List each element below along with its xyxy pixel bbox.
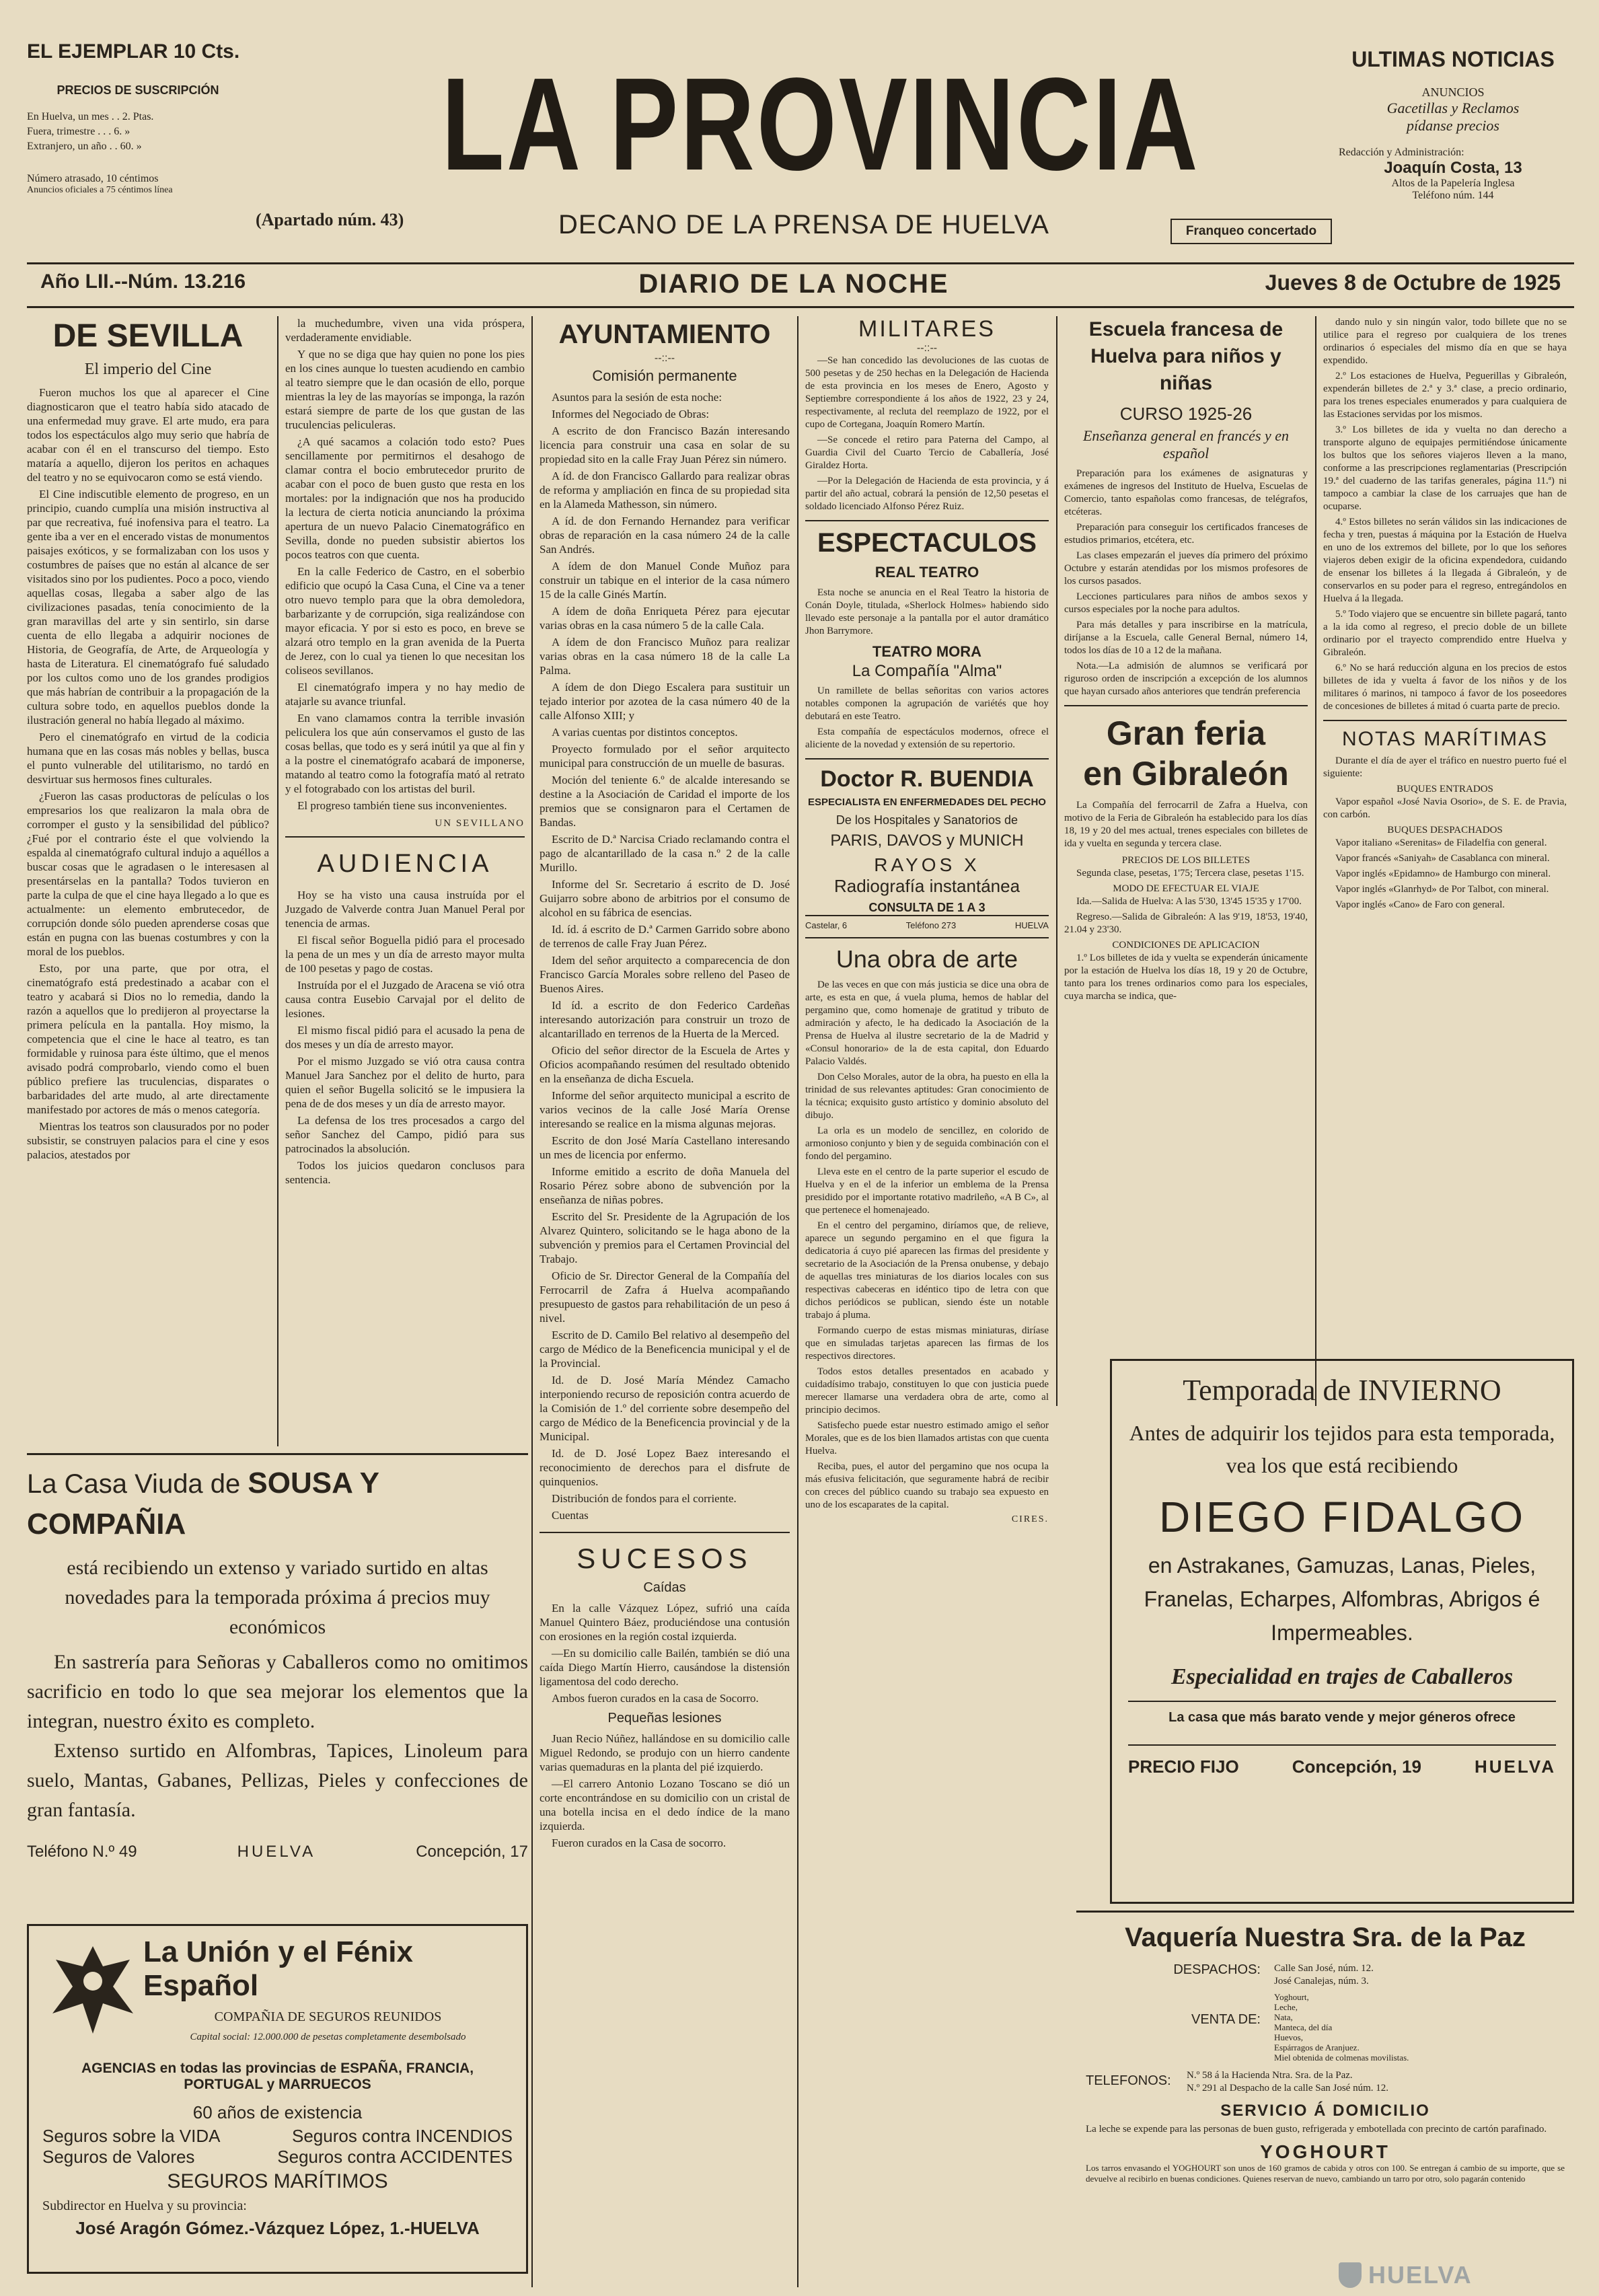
telefonos-row: TELEFONOS: N.º 58 á la Hacienda Ntra. Sra. de la Paz. N.º 291 al Despacho de la calle San José núm. 12.	[1086, 2070, 1388, 2094]
obra-arte-body: De las veces en que con más justicia se dice una obra de arte, es esta en que, á vuela pluma, hemos de hablar del pergamino que, como homenaje de gratitud y tributo de admiración y afecto, le ha dedicado la Asociación de la Prensa de Huelva al ilustre secretario de la de Madrid y «Consul honorario» de la de esta capital, don Eduardo Palacio Valdés. Don Celso Morales, autor de la obra, ha puesto en ella la trinidad de sus relevantes aptitudes: Gran conocimiento de la técnica; exquisito gusto artístico y dominio absoluto del dibujo. La orla es un modelo de sencillez, en colorido de armonioso conjunto y bien y de seguida combinación con el fondo del pergamino. Lleva este en el centro de la parte superior el escudo de Huelva y en el de la inferior un emblema de la Prensa presidido por el importante rotativo madrileño, «A B C», al que pertenece el homenajeado. En el centro del pergamino, diríamos que, de relieve, aparece un segundo pergamino en el que figura la dedicatoria á cuyo pié aparecen las firmas del presidente y secretario de la Asociación de la Prensa onubense, y debajo de aquellas tres miniaturas de los diarios locales con sus respectivas cabeceras en idéntico tipo de letra con que dichos periódicos se publican, siendo éste un notable trabajo á pluma. Formando cuerpo de estas mismas miniaturas, diríase que en simuladas tarjetas aparecen las firmas de los respectivos directores. Todos estos detalles presentados en acabado y cuidadísimo trabajo, constituyen lo que con justicia puede merecer llamarse una verdadera obra de arte, como al principio decimos. Satisfecho puede estar nuestro estimado amigo el señor Morales, que es de los bien llamados artistas con que cuenta Huelva. Reciba, pues, el autor del pergamino que nos ocupa la más efusiva felicitación, que seguramente habrá de recibir con creces del público cuando su trabajo sea expuesto en uno de los escaparates de la capital.	[805, 979, 1049, 1510]
price-label: EL EJEMPLAR 10 Cts.	[27, 40, 240, 63]
apartado: (Apartado núm. 43)	[256, 210, 404, 229]
lesiones-body: Juan Recio Núñez, hallándose en su domicilio calle Miguel Redondo, se produjo con un hierro candente varias quemaduras en la planta del pié izquierdo. —El carrero Antonio Lozano Toscano se dió un corte encontrándose en su domicilio con un cristal de una botella incisa en el dedo índice de la mano izquierda. Fueron curados en la Casa de socorro.	[540, 1732, 790, 1849]
sucesos-body: En la calle Vázquez López, sufrió una caída Manuel Quintero Báez, produciéndose una contusión con erosiones en la región costal izquierda. —En su domicilio calle Bailén, también se dió una caída Diego Martín Hierro, causándose la distensión ligamentosa del codo derecho. Ambos fueron curados en la casa de Socorro.	[540, 1602, 790, 1705]
obra-arte-title: Una obra de arte	[835, 945, 1018, 973]
divider	[1064, 705, 1308, 706]
de-sevilla-continued	[285, 316, 525, 1446]
divider	[805, 937, 1049, 938]
condiciones-body: dando nulo y sin ningún valor, todo billete que no se utilice para el regreso por cualquiera de los trenes ordinarios ó especiales del mismo día en que se haya expendido. 2.º Los estaciones de Huelva, Peguerillas y Gibraleón, expenderán billetes de 2.ª y 3.ª clase, a precio ordinario, para los trenes especiales enumerados y para cualquiera de las Estaciones servidas por los mismos. 3.º Los billetes de ida y vuelta no dan derecho a transporte alguno de equipajes permitiéndose únicamente los bultos que los señores viajeros lleven a la mano, conforme a las prescripciones reglamentarias (Prescripción 19.ª del cuaderno de las tarifas generales, página 11.ª) ni tampoco a cambiar la clase de los carruajes que han de ocuparse. 4.º Estos billetes no serán válidos sin las indicaciones de fecha y tren, puestas á máquina por la Estación de Huelva en uno de los extremos del billete, por lo que los señores viajeros deben exigir de la oficina expendedora, cuidando de ensenar los billetes á la llegada á Gibraleón, y de conservarlos en su poder para el regreso, entregándolos en Huelva á la llegada. 5.º Todo viajero que se encuentre sin billete pagará, tanto a la ida como al regreso, el precio doble de un billete ordinario por el trayecto comprendido entre Huelva y Gibraleón. 6.º No se hará reducción alguna en los precios de estos billetes de ida y vuelta á favor de los niños y de los militares ó marinos, ni tampoco á favor de los poseedores de concesiones de billetes á mitad ó cuarta parte de precio.	[1323, 317, 1567, 712]
article-signature: UN SEVILLANO	[435, 818, 525, 829]
militares-column: MILITARES --::-- —Se han concedido las devoluciones de las cuotas de 500 pesetas y de 250 hechas en la Delegación de Hacienda de esta provincia en los meses de Enero, Agosto y Septiembre correspondiente á los años de 1922, 23 y 24, respectivamente, al recluta del reemplazo de 1922, por el cupo de Cortegana, Joaquín Romero Martín. —Se concede el retiro para Paterna del Campo, al Guardia Civil del Cuarto Tercio de Caballería, José Giraldez Horta. —Por la Delegación de Hacienda de esta provincia, y á partir del año actual, cobrará la pensión de 12,50 pesetas el soldado licenciado Alfonso Pérez Ruiz. ESPECTACULOS REAL TEATRO Esta noche se anuncia en el Real Teatro la historia de Conán Doyle, titulada, «Sherlock Holmes» habiendo sido llevado este personaje a la pantalla por el autor dramático Jhon Barrymore. TEATRO MORA La Compañía "Alma" Un ramillete de bellas señoritas con varios actores notables componen la agrupación de variétés que hoy debutará en este Teatro. Esta compañía de espectáculos modernos, ofrece el aliciente de la novedad y extensión de su repertorio. Doctor R. BUENDIA ESPECIALISTA EN ENFERMEDADES DEL PECHO De los Hospitales y Sanatorios de PARIS, DAVOS y MUNICH RAYOS X Radiografía instantánea CONSULTA DE 1 A 3 Castelar, 6 Teléfono 273 HUELVA Una obra de arte De las veces en que con más justicia se dice una obra de arte, es esta en que, á vuela pluma, hemos de hablar del pergamino que, como homenaje de gratitud y tributo de admiración y afecto, le ha dedicado la Asociación de la Prensa de Huelva al ilustre secretario de la de Madrid y «Consul honorario» de la de esta capital, don Eduardo Palacio Valdés. Don Celso Morales, autor de la obra, ha puesto en ella la trinidad de sus relevantes aptitudes: Gran conocimiento de la técnica; exquisito gusto artístico y dominio absoluto del dibujo. La orla es un modelo de sencillez, en colorido de armonioso conjunto y bien y de seguida combinación con el fondo del pergamino. Lleva este en el centro de la parte superior el escudo de Huelva y en el de la inferior un emblema de la Prensa presidido por el importante rotativo madrileño, «A B C», al que pertenece el homenajeado. En el centro del pergamino, diríamos que, de relieve, aparece un segundo pergamino en el que figura la dedicatoria á cuyo pié aparecen las firmas del presidente y secretario de la Asociación de la Prensa onubense, y debajo de aquellas tres miniaturas de los diarios locales con sus respectivas cabeceras en idéntico tipo de letra con que dichos periódicos se publican, siendo éste un notable trabajo á pluma. Formando cuerpo de estas mismas miniaturas, diríase que en simuladas tarjetas aparecen las firmas de los respectivos directores. Todos estos detalles presentados en acabado y cuidadísimo trabajo, constituyen lo que con justicia puede merecer llamarse una verdadera obra de arte, como al principio decimos. Satisfecho puede estar nuestro estimado amigo el señor Morales, que es de los bien llamados artistas con que cuenta Huelva. Reciba, pues, el autor del pergamino que nos ocupa la más efusiva felicitación, que seguramente habrá de recibir con creces del público cuando su trabajo sea expuesto en uno de los escaparates de la capital. CIRES.	[805, 316, 1049, 1524]
article-body: Fueron muchos los que al aparecer el Cine diagnosticaron que el teatro había sido atacado de una enfermedad muy grave. El arte mudo, era para todos los espectáculos algo muy serio que habría de acabar con él en el transcurso del tiempo. Esto mataría a aquello, dijeron los peritos en achaques del teatro y no se equivocaron como se está viendo. El Cine indiscutible elemento de progreso, en un principio, cuando cumplía una misión instructiva al par que recreativa, fué inofensiva para el teatro. La gente iba a ver en el encerado vistas de monumentos paisajes exóticos, y se formalizaban con los usos y costumbres de países que no están al alcance de ser visitados sino por los pudientes. Poco a poco, viendo aquellas cosas, llegaba a saber algo de las civilizaciones pasadas, tenía conocimiento de la gran maravillas del arte y sin sentirlo, sin darse cuenta de ello llegaba a adquirir nociones de Historia, de Geografía, de Arte, de Arqueología y hasta de Literatura. El cinematógrafo fué saludado por los cultos como uno de los grandes prodigios que más habrían de contribuir a la propagación de la cultura sobre todo, en aquellos pueblos donde la ilustración general no había llegado al máximo. Pero el cinematógrafo en virtud de la codicia humana que en las cosas más nobles y bellas, busca el punto vulnerable del utilitarismo, no tardó en desvirtuar sus hermosos fines culturales. ¿Fueron las casas productoras de películas o los empresarios los que realizaron la mala obra de corromper el gusto y la sensibilidad del público? ¿Fué por el contrario éste el que volviendo la espalda al cinematógrafo cultural indujo a aquéllos a buscar cosas que le agradasen o le interesasen al presentárselas en la pantalla? Todos tuvieron en parte la culpa de que el cine haya llegado a lo que es actualmente: un elemento embrutecedor, de corrupción donde sólo pueden aprenderse cosas que están en pugna con las buenas costumbres y con la moral de los pueblos. Esto, por una parte, que por otra, el cinematógrafo está predestinado a acabar con el teatro y acabará si Dios no lo remedia, dando la razón a aquellos que lo predijeron al proyectarse la primera película en la pantalla. Hoy mismo, la competencia que el cine le hace al teatro, es tan formidable y ruinosa para éste último, que el menos avisado podrá comprobarlo, viendo como el buen público prefiere las truculencias, disparates o barbaridades del arte mudo, al arte directamente manifestado por actores de más o menos categoría. Mientras los teatros son clausurados por no poder subsistir, se construyen palacios para el cine y esos palacios, atestados por	[27, 386, 269, 1161]
de-sevilla-article	[27, 316, 269, 1446]
column-rule	[1315, 316, 1316, 1406]
union-seguros-row: Seguros de Valores Seguros contra ACCIDENTES	[42, 2147, 513, 2167]
escuela-column: Escuela francesa de Huelva para niños y niñas CURSO 1925-26 Enseñanza general en francés y en español Preparación para los exámenes de asignaturas y exámenes de ingresos del Instituto de Huelva, Escuelas de Comercio, tanto españolas como francesas, de telégrafos, etcéteras. Preparación para conseguir los certificados franceses de estudios primarios, etcétera, etc. Las clases empezarán el jueves día primero del próximo Octubre y estarán atendidas por los mismos profesores de los cursos pasados. Lecciones particulares para niños de ambos sexos y cursos especiales por la noche para adultos. Para más detalles y para inscribirse en la matrícula, diríjanse a la Escuela, calle General Bernal, número 14, todos los días de 10 a 12 de la mañana. Nota.—La admisión de alumnos se verificará por riguroso orden de inscripción a excepción de los alumnos que hayan cursado años anteriores que tendrán preferencia Gran feria en Gibraleón La Compañía del ferrocarril de Zafra a Huelva, con motivo de la Feria de Gibraleón ha establecido para los días 18, 19 y 20 del mes actual, trenes especiales con billetes de ida y vuelta en segunda y tercera clase. PRECIOS DE LOS BILLETES Segunda clase, pesetas, 1'75; Tercera clase, pesetas 1'15. MODO DE EFECTUAR EL VIAJE Ida.—Salida de Huelva: A las 5'30, 13'45 15'35 y 17'00. Regreso.—Salida de Gibraleón: A las 9'19, 18'53, 19'40, 21.04 y 23'30. CONDICIONES DE APLICACION 1.º Los billetes de ida y vuelta se expenderán únicamente por la estación de Huelva los días 18, 19 y 20 de Octubre, tanto para los trenes ordinarios como para los especiales, cuya marcha se indica, que-	[1064, 316, 1308, 1406]
sousa-advert: La Casa Viuda de SOUSA Y COMPAÑIA está recibiendo un extenso y variado surtido en altas novedades para la temporada próxima á precios muy económicos En sastrería para Señoras y Caballeros como no omitimos sacrificio en todo lo que sea mejorar los elementos que la integran, nuestro éxito es completo. Extenso surtido en Alfombras, Tapices, Linoleum para suelo, Mantas, Gabanes, Pellizas, Pieles y confecciones de gran fantasía. Teléfono N.º 49 HUELVA Concepción, 17	[27, 1463, 528, 1894]
teatro-mora-body: Un ramillete de bellas señoritas con varios actores notables componen la agrupación de variétés que hoy debutará en este Teatro. Esta compañía de espectáculos modernos, ofrece el aliciente de la novedad y extensión de su repertorio.	[805, 686, 1049, 750]
masthead-subtitle: DECANO DE LA PRENSA DE HUELVA	[558, 210, 1049, 239]
notas-intro: Durante el día de ayer el tráfico en nuestro puerto fué el siguiente:	[1323, 755, 1567, 779]
ayuntamiento-title: AYUNTAMIENTO	[558, 320, 771, 349]
comision-subtitle: Comisión permanente	[592, 367, 737, 384]
divider	[285, 836, 525, 838]
franqueo-box: Franqueo concertado	[1170, 219, 1332, 244]
sousa-title: La Casa Viuda de SOUSA Y COMPAÑIA	[27, 1467, 379, 1541]
masthead-title: LA PROVINCIA	[441, 50, 1200, 198]
telefonos-list: N.º 58 á la Hacienda Ntra. Sra. de la Paz. N.º 291 al Despacho de la calle San José núm. 12.	[1187, 2070, 1388, 2094]
column-rule	[797, 316, 798, 2287]
sousa-contact: Teléfono N.º 49 HUELVA Concepción, 17	[27, 1843, 528, 1861]
real-teatro-body: Esta noche se anuncia en el Real Teatro la historia de Conán Doyle, titulada, «Sherlock Holmes» habiendo sido llevado este personaje a la pantalla por el autor dramático Jhon Barrymore.	[805, 587, 1049, 636]
shield-icon	[1339, 2262, 1362, 2288]
issue-date: Jueves 8 de Octubre de 1925	[1265, 270, 1561, 295]
article-subtitle: El imperio del Cine	[84, 361, 212, 378]
column-rule	[1056, 316, 1057, 1406]
escuela-title: Escuela francesa de Huelva para niños y niñas	[1088, 318, 1284, 394]
union-seguros-row: Seguros sobre la VIDA Seguros contra INCENDIOS	[42, 2126, 513, 2146]
militares-body: —Se han concedido las devoluciones de las cuotas de 500 pesetas y de 250 hechas en la Delegación de Hacienda de esta provincia en los meses de Enero, Agosto y Septiembre correspondiente á los años de 1922, 23 y 24, respectivamente, al recluta del reemplazo de 1922, por el cupo de Cortegana, Joaquín Romero Martín. —Se concede el retiro para Paterna del Campo, al Guardia Civil del Cuarto Tercio de Caballería, José Giraldez Horta. —Por la Delegación de Hacienda de esta provincia, y á partir del año actual, cobrará la pensión de 12,50 pesetas el soldado licenciado Alfonso Pérez Ruiz.	[805, 355, 1049, 512]
divider	[805, 758, 1049, 760]
buques-entrados: Vapor español «José Navia Osorio», de S. E. de Pravia, con carbón.	[1323, 797, 1567, 820]
buques-despachados: Vapor italiano «Serenitas» de Filadelfia con general. Vapor francés «Saniyah» de Casablanca con mineral. Vapor inglés «Epidamno» de Hamburgo con mineral. Vapor inglés «Glanrhyd» de Por Talbot, con mineral. Vapor inglés «Cano» de Faro con general.	[1335, 838, 1551, 910]
venta-list: Yoghourt, Leche, Nata, Manteca, del día Huevos, Espárragos de Aranjuez. Miel obtenida de colmenas movilistas.	[1274, 1992, 1409, 2063]
archive-watermark-logo: HUELVA	[1339, 2260, 1567, 2290]
feria-body: La Compañía del ferrocarril de Zafra a Huelva, con motivo de la Feria de Gibraleón ha establecido para los días 18, 19 y 20 del mes actual, trenes especiales con billetes de ida y vuelta en segunda y tercera clase.	[1064, 800, 1308, 849]
escuela-body: Preparación para los exámenes de asignaturas y exámenes de ingresos del Instituto de Huelva, Escuelas de Comercio, tanto españolas como francesas, de telégrafos, etcéteras. Preparación para conseguir los certificados franceses de estudios primarios, etcétera, etc. Las clases empezarán el jueves día primero del próximo Octubre y estarán atendidas por los mismos profesores de los cursos pasados. Lecciones particulares para niños de ambos sexos y cursos especiales por la noche para adultos. Para más detalles y para inscribirse en la matrícula, diríjanse a la Escuela, calle General Bernal, número 14, todos los días de 10 a 12 de la mañana. Nota.—La admisión de alumnos se verificará por riguroso orden de inscripción a excepción de los alumnos que hayan cursado años anteriores que tendrán preferencia	[1064, 468, 1308, 697]
article-title: DE SEVILLA	[52, 318, 244, 354]
masthead-rule-bottom	[27, 306, 1574, 308]
subscription-lines: En Huelva, un mes . . 2. Ptas. Fuera, trimestre . . . 6. » Extranjero, un año . . 60. »	[27, 111, 154, 152]
despachos-row: DESPACHOS: Calle San José, núm. 12. José Canalejas, núm. 3.	[1173, 1962, 1374, 1987]
union-title: La Unión y el Fénix Español	[143, 1935, 413, 2002]
audiencia-body: Hoy se ha visto una causa instruída por el Juzgado de Valverde contra Juan Manuel Peral por tenencia de armas. El fiscal señor Boguella pidió para el procesado la pena de un mes y un día de arresto mayor multa de 100 pesetas y pago de costas. Instruída por el el Juzgado de Aracena se vió otra causa contra Eusebio Carvajal por el delito de lesiones. El mismo fiscal pidió para el acusado la pena de dos meses y un día de arresto mayor. Por el mismo Juzgado se vió otra causa contra Manuel Jara Sanchez por el delito de hurto, para quien el señor Bugella solicitó se le impusiera la pena de de dos meses y un día de arresto mayor. La defensa de los tres procesados a cargo del señor Sanchez del Campo, pidió para sus patrocinados la absolución. Todos los juicios quedaron conclusos para sentencia.	[285, 889, 525, 1186]
column-rule	[277, 316, 278, 1446]
precios-text: Segunda clase, pesetas, 1'75; Tercera clase, pesetas 1'15.	[1076, 868, 1304, 879]
back-issue: Número atrasado, 10 céntimos	[27, 173, 159, 184]
subscription-title: PRECIOS DE SUSCRIPCIÓN	[57, 83, 219, 97]
divider	[1323, 720, 1567, 721]
divider	[805, 520, 1049, 521]
sucesos-title: SUCESOS	[577, 1543, 753, 1574]
column-rule	[531, 316, 533, 2287]
feria-continued-column: dando nulo y sin ningún valor, todo billete que no se utilice para el regreso por cualquiera de los trenes ordinarios ó especiales del mismo día en que se haya expendido. 2.º Los estaciones de Huelva, Peguerillas y Gibraleón, expenderán billetes de 2.ª y 3.ª clase, a precio ordinario, para los trenes especiales enumerados y para cualquiera de las Estaciones servidas por los mismos. 3.º Los billetes de ida y vuelta no dan derecho a transporte alguno de equipajes permitiéndose únicamente los bultos que los señores viajeros lleven a la mano, conforme a las prescripciones reglamentarias (Prescripción 19.ª del cuaderno de las tarifas generales, página 11.ª) ni tampoco a cambiar la clase de los carruajes que han de ocuparse. 4.º Estos billetes no serán válidos sin las indicaciones de fecha y tren, puestas á máquina por la Estación de Huelva en uno de los extremos del billete, por lo que los señores viajeros deben exigir de la oficina expendedora, cuidando de ensenar los billetes á la llegada á Gibraleón, y de conservarlos en su poder para el regreso, entregándolos en Huelva á la llegada. 5.º Todo viajero que se encuentre sin billete pagará, tanto a la ida como al regreso, el precio doble de un billete ordinario por el trayecto comprendido entre Huelva y Gibraleón. 6.º No se hará reducción alguna en los precios de estos billetes de ida y vuelta á favor de los niños y de los militares ó marinos, ni tampoco á favor de los poseedores de concesiones de billetes á mitad ó cuarta parte de precio. NOTAS MARÍTIMAS Durante el día de ayer el tráfico en nuestro puerto fué el siguiente: BUQUES ENTRADOS Vapor español «José Navia Osorio», de S. E. de Pravia, con carbón. BUQUES DESPACHADOS Vapor italiano «Serenitas» de Filadelfia con general. Vapor francés «Saniyah» de Casablanca con mineral. Vapor inglés «Epidamno» de Hamburgo con mineral. Vapor inglés «Glanrhyd» de Por Talbot, con mineral. Vapor inglés «Cano» de Faro con general.	[1323, 317, 1567, 910]
masthead-right: ULTIMAS NOTICIAS ANUNCIOS Gacetillas y Reclamos pídanse precios Redacción y Administración: Joaquín Costa, 13 Altos de la Papelería Inglesa Teléfono núm. 144	[1339, 47, 1567, 262]
divider	[1076, 1911, 1574, 1913]
condiciones-text: 1.º Los billetes de ida y vuelta se expenderán únicamente por la estación de Huelva los días 18, 19 y 20 de Octubre, tanto para los trenes ordinarios como para los especiales, cuya marcha se indica, que-	[1064, 953, 1308, 1002]
doctor-contact: Castelar, 6 Teléfono 273 HUELVA	[805, 920, 1049, 930]
phoenix-emblem-icon	[49, 1939, 137, 2040]
union-fenix-advert: La Unión y el Fénix Español COMPAÑIA DE SEGUROS REUNIDOS Capital social: 12.000.000 de pesetas completamente desembolsado AGENCIAS en todas las provincias de ESPAÑA, FRANCIA, PORTUGAL y MARRUECOS 60 años de existencia Seguros sobre la VIDA Seguros contra INCENDIOS Seguros de Valores Seguros contra ACCIDENTES SEGUROS MARÍTIMOS Subdirector en Huelva y su provincia: José Aragón Gómez.-Vázquez López, 1.-HUELVA	[27, 1924, 528, 2274]
article-body: la muchedumbre, viven una vida próspera, verdaderamente envidiable. Y que no se diga que hay quien no pone los pies en los cines aunque lo tuesten acudiendo en cambio al teatro siempre que le dan ocasión de ello, porque mientras la ley de las mayorías se imponga, la razón estará siempre de parte de los que gustan de las truculencias peliculeras. ¿A qué sacamos a colación todo esto? Pues sencillamente por permitirnos el desahogo de clamar contra el bocio embrutecedor prurito de acabar con el poco de buen gusto que resta en los mortales: por la indignación que nos ha producido la lectura de cierta noticia anunciando la próxima apertura de un nuevo Palacio Cinematográfico en Sevilla, donde no pueden subsistir abiertos los pocos teatros con que cuenta. En la calle Federico de Castro, en el soberbio edificio que ocupó la Casa Cuna, el Cine va a tener otro nuevo templo para que la obra demoledora, barbarizante y de corrupción, siga realizándose con mayor eficacia. Y por si esto es poco, en breve se alzará otro templo en la gran avenida de la Puerta de Jerez, con lo cual ya tienen lo que necesitan los coliseos sevillanos. El cinematógrafo impera y no hay medio de atajarle su avance triunfal. En vano clamamos contra la terrible invasión peliculera los que aún conservamos el gusto de las cosas bellas, que todo es y será inútil ya que al fin y a la postre el cinematógrafo acabará de imponerse, matando al teatro como la fotografía mató al retrato y el fotograbado con los artistas del buril. El progreso también tiene sus inconvenientes.	[285, 317, 525, 812]
ultimas-noticias: ULTIMAS NOTICIAS	[1351, 47, 1555, 71]
doctor-advert: Doctor R. BUENDIA ESPECIALISTA EN ENFERMEDADES DEL PECHO De los Hospitales y Sanatorios de PARIS, DAVOS y MUNICH RAYOS X Radiografía instantánea CONSULTA DE 1 A 3 Castelar, 6 Teléfono 273 HUELVA	[805, 766, 1049, 930]
militares-title: MILITARES	[858, 316, 996, 342]
fidalgo-contact: PRECIO FIJO Concepción, 19 HUELVA	[1128, 1744, 1556, 1777]
masthead-left	[27, 40, 249, 242]
ayuntamiento-column: AYUNTAMIENTO --::-- Comisión permanente Asuntos para la sesión de esta noche: Informes del Negociado de Obras: A escrito de don Francisco Bazán interesando licencia para construir una casa en solar de su propiedad sito en la calle Fray Juan Pérez sin número. A íd. de don Francisco Gallardo para realizar obras de reforma y ampliación en finca de su propiedad sita en la Alameda Mathesson, sin número. A íd. de don Fernando Hernandez para verificar obras de reparación en la casa número 24 de la calle San Andrés. A ídem de don Manuel Conde Muñoz para construir un tabique en el interior de la casa número 15 de la calle Ginés Martín. A ídem de doña Enriqueta Pérez para ejecutar varias obras en la casa número 5 de la calle Cala. A ídem de don Francisco Muñoz para realizar varias obras en la casa número 18 de la calle La Palma. A ídem de don Diego Escalera para sustituir un tejado interior por azotea de la casa número 40 de la calle Alfonso XIII; y A varias cuentas por distintos conceptos. Proyecto formulado por el señor arquitecto municipal para construcción de un muelle de basuras. Moción del teniente 6.º de alcalde interesando se destine a la Asociación de Caridad el importe de los premios que se consignaron para el Certamen de Bandas. Escrito de D.ª Narcisa Criado reclamando contra el pago de alcantarillado de la casa n.º 2 de la calle Murillo. Informe del Sr. Secretario á escrito de D. José Guijarro sobre abono de arbitrios por el consumo de alcohol en su fábrica de esencias. Id. íd. á escrito de D.ª Carmen Garrido sobre abono de terrenos de calle Fray Juan Pérez. Idem del señor arquitecto a comparecencia de don Francisco García Morales sobre relleno del Paseo de Buenos Aires. Id íd. a escrito de don Federico Cardeñas interesando autorización para construir un trozo de alcantarillado en terrenos de la Huerta de la Merced. Oficio del señor director de la Escuela de Artes y Oficios acompañando resúmen del resultado obtenido en la enseñanza de dicha Escuela. Informe del señor arquitecto municipal a escrito de varios vecinos de la calle José María Orense interesando se realice en la misma algunas mejoras. Escrito de don José María Castellano interesando un mes de licencia por enfermo. Informe emitido a escrito de doña Manuela del Rosario Pérez sobre abono de subvención por la enseñanza de niñas pobres. Escrito del Sr. Presidente de la Agrupación de los Alvarez Quintero, solicitando se le haga abono de la subvención y premios para el Certamen Provincial del Trabajo. Oficio de Sr. Director General de la Compañía del Ferrocarril de Zafra á Huelva acompañando presupuesto de gastos para rehabilitación de un peso á nivel. Escrito de D. Camilo Bel relativo al desempeño del cargo de Médico de la Beneficencia municipal y el de la Provincial. Id. de D. José María Méndez Camacho interponiendo recurso de reposición contra acuerdo de la Comisión de 1.º del corriente sobre desempeño del cargo de Médico de la Beneficencia provincial y de la Municipal. Id. de D. José Lopez Baez interesando el reconocimiento de derechos para el disfrute de quinquenios. Distribución de fondos para el corriente. Cuentas SUCESOS Caídas En la calle Vázquez López, sufrió una caída Manuel Quintero Báez, produciéndose una contusión con erosiones en la región costal izquierda. —En su domicilio calle Bailén, también se dió una caída Diego Martín Hierro, causándose la distensión ligamentosa del codo derecho. Ambos fueron curados en la casa de Socorro. Pequeñas lesiones Juan Recio Núñez, hallándose en su domicilio calle Miguel Redondo, se produjo con un hierro candente varias quemaduras en la planta del pié izquierdo. —El carrero Antonio Lozano Toscano se dió un corte encontrándose en su domicilio con un cristal de una botella incisa en el dedo índice de la mano izquierda. Fueron curados en la Casa de socorro.	[540, 316, 790, 2287]
despachos-list: Calle San José, núm. 12. José Canalejas, núm. 3.	[1274, 1963, 1374, 1987]
divider	[27, 1453, 528, 1455]
espectaculos-title: ESPECTACULOS	[817, 528, 1037, 558]
divider	[540, 1532, 790, 1533]
ads-price: Anuncios oficiales a 75 céntimos línea	[27, 185, 173, 195]
diario-de-la-noche: DIARIO DE LA NOCHE	[638, 269, 949, 299]
vaqueria-advert: Vaquería Nuestra Sra. de la Paz DESPACHOS: Calle San José, núm. 12. José Canalejas, núm. 3. VENTA DE: Yoghourt, Leche, Nata, Manteca, del día Huevos, Espárragos de Aranjuez. Miel obtenida de colmenas movilistas. TELEFONOS: N.º 58 á la Hacienda Ntra. Sra. de la Paz. N.º 291 al Despacho de la calle San José núm. 12. SERVICIO Á DOMICILIO La leche se expende para las personas de buen gusto, refrigerada y embotellada con precinto de cartón parafinado. YOGHOURT Los tarros envasando el YOGHOURT son unos de 160 gramos de cabida y otros con 100. Se entregan á cambio de su importe, que se devuelve al recibirlo en buenas condiciones. Quienes reservan de nuevo, cambiando un tarro por otro, solo pagarán contenido	[1086, 1923, 1565, 2184]
feria-title: Gran feria en Gibraleón	[1083, 714, 1289, 792]
issue-number: Año LII.--Núm. 13.216	[40, 270, 246, 293]
ayuntamiento-body: Asuntos para la sesión de esta noche: Informes del Negociado de Obras: A escrito de don Francisco Bazán interesando licencia para construir una casa en solar de su propiedad sito en la calle Fray Juan Pérez sin número. A íd. de don Francisco Gallardo para realizar obras de reforma y ampliación en finca de su propiedad sita en la Alameda Mathesson, sin número. A íd. de don Fernando Hernandez para verificar obras de reparación en la casa número 24 de la calle San Andrés. A ídem de don Manuel Conde Muñoz para construir un tabique en el interior de la casa número 15 de la calle Ginés Martín. A ídem de doña Enriqueta Pérez para ejecutar varias obras en la casa número 5 de la calle Cala. A ídem de don Francisco Muñoz para realizar varias obras en la casa número 18 de la calle La Palma. A ídem de don Diego Escalera para sustituir un tejado interior por azotea de la casa número 40 de la calle Alfonso XIII; y A varias cuentas por distintos conceptos. Proyecto formulado por el señor arquitecto municipal para construcción de un muelle de basuras. Moción del teniente 6.º de alcalde interesando se destine a la Asociación de Caridad el importe de los premios que se consignaron para el Certamen de Bandas. Escrito de D.ª Narcisa Criado reclamando contra el pago de alcantarillado de la casa n.º 2 de la calle Murillo. Informe del Sr. Secretario á escrito de D. José Guijarro sobre abono de arbitrios por el consumo de alcohol en su fábrica de esencias. Id. íd. á escrito de D.ª Carmen Garrido sobre abono de terrenos de calle Fray Juan Pérez. Idem del señor arquitecto a comparecencia de don Francisco García Morales sobre relleno del Paseo de Buenos Aires. Id íd. a escrito de don Federico Cardeñas interesando autorización para construir un trozo de alcantarillado en terrenos de la Huerta de la Merced. Oficio del señor director de la Escuela de Artes y Oficios acompañando resúmen del resultado obtenido en la enseñanza de dicha Escuela. Informe del señor arquitecto municipal a escrito de varios vecinos de la calle José María Orense interesando se realice en la misma algunas mejoras. Escrito de don José María Castellano interesando un mes de licencia por enfermo. Informe emitido a escrito de doña Manuela del Rosario Pérez sobre abono de subvención por la enseñanza de niñas pobres. Escrito del Sr. Presidente de la Agrupación de los Alvarez Quintero, solicitando se le haga abono de la subvención y premios para el Certamen Provincial del Trabajo. Oficio de Sr. Director General de la Compañía del Ferrocarril de Zafra á Huelva acompañando presupuesto de gastos para rehabilitación de un peso á nivel. Escrito de D. Camilo Bel relativo al desempeño del cargo de Médico de la Beneficencia municipal y el de la Provincial. Id. de D. José María Méndez Camacho interponiendo recurso de reposición contra acuerdo de la Comisión de 1.º del corriente sobre desempeño del cargo de Médico de la Beneficencia provincial y de la Municipal. Id. de D. José Lopez Baez interesando el reconocimiento de derechos para el disfrute de quinquenios. Distribución de fondos para el corriente. Cuentas	[540, 391, 790, 1522]
horarios-text: Ida.—Salida de Huelva: A las 5'30, 13'45 15'35 y 17'00. Regreso.—Salida de Gibraleón: A las 9'19, 18'53, 19'40, 21.04 y 23'30.	[1064, 896, 1308, 935]
notas-maritimas-title: NOTAS MARÍTIMAS	[1341, 728, 1549, 750]
audiencia-title: AUDIENCIA	[317, 850, 493, 878]
masthead-rule-top	[27, 262, 1574, 264]
fidalgo-advert: Temporada de INVIERNO Antes de adquirir los tejidos para esta temporada, vea los que está recibiendo DIEGO FIDALGO en Astrakanes, Gamuzas, Lanas, Pieles, Franelas, Echarpes, Alfombras, Abrigos é Impermeables. Especialidad en trajes de Caballeros La casa que más barato vende y mejor géneros ofrece PRECIO FIJO Concepción, 19 HUELVA	[1110, 1359, 1574, 1904]
venta-row: VENTA DE: Yoghourt, Leche, Nata, Manteca, del día Huevos, Espárragos de Aranjuez. Miel obtenida de colmenas movilistas.	[1191, 1992, 1409, 2063]
